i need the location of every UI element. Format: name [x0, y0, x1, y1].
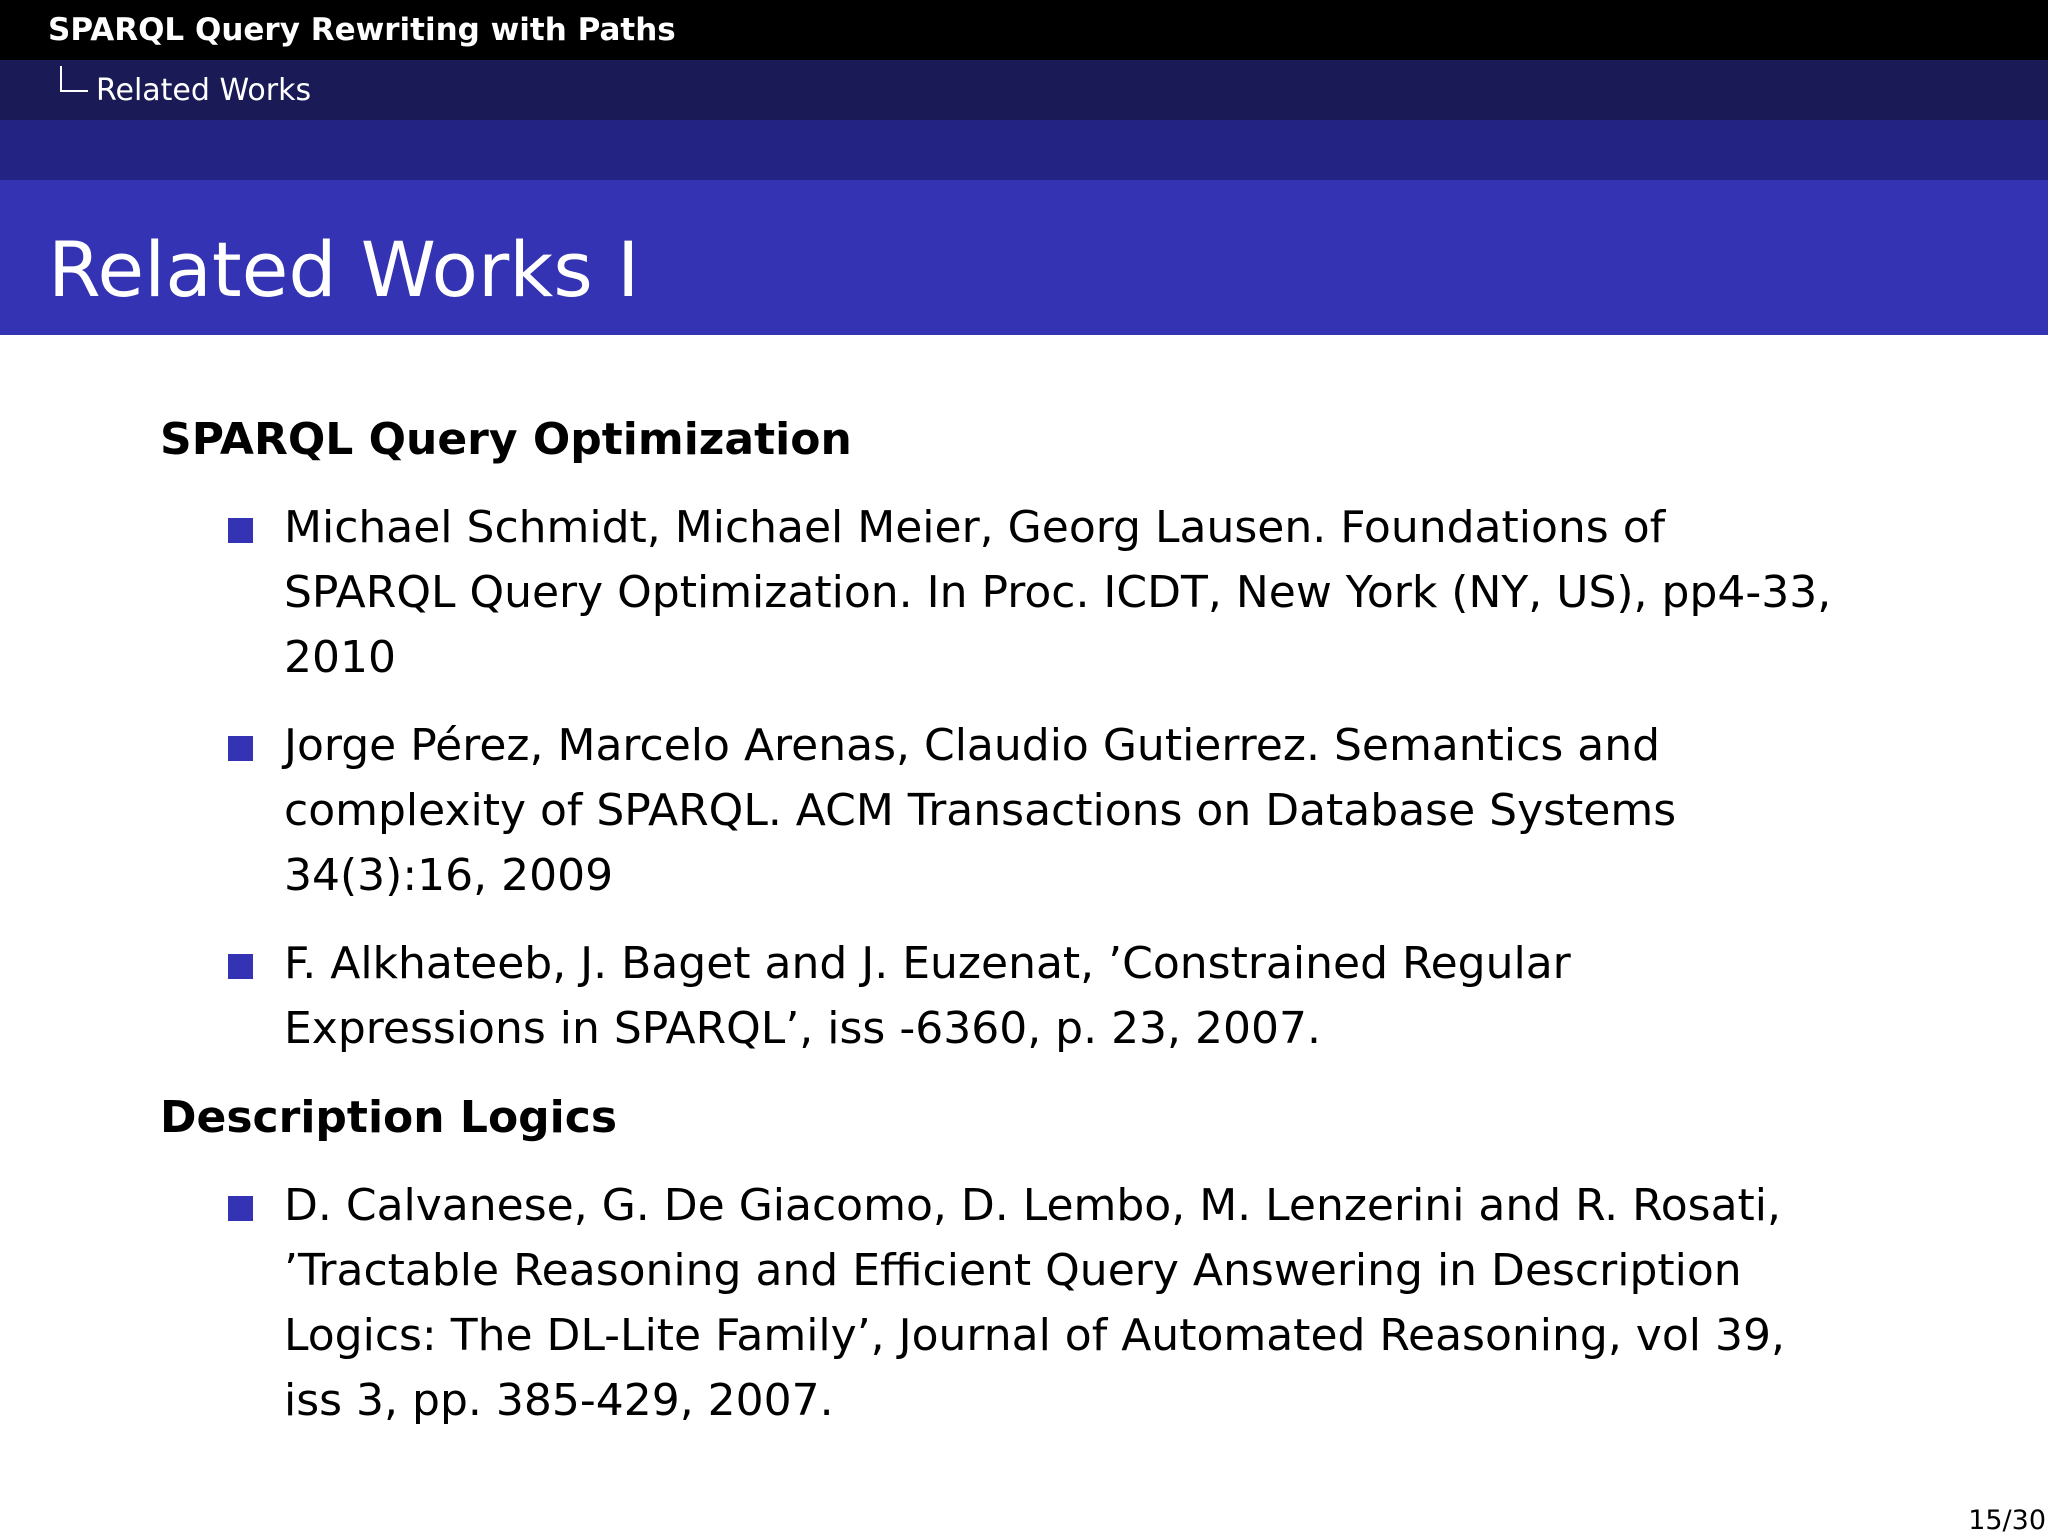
- tree-connector-icon: [60, 66, 88, 92]
- subsection-bar: [0, 120, 2048, 180]
- reference-line: Jorge Pérez, Marcelo Arenas, Claudio Gutierrez. Semantics and: [284, 720, 1661, 771]
- reference-text: [284, 713, 1944, 908]
- reference-text: [284, 931, 1944, 1061]
- reference-line: Logics: The DL-Lite Family’, Journal of Automated Reasoning, vol 39,: [284, 1310, 1785, 1361]
- reference-item: [228, 495, 1908, 690]
- reference-line: 34(3):16, 2009: [284, 850, 614, 901]
- block-heading: SPARQL Query Optimization: [160, 414, 852, 465]
- reference-item: [228, 931, 1908, 1061]
- reference-line: Michael Schmidt, Michael Meier, Georg Lausen. Foundations of: [284, 502, 1666, 553]
- reference-line: iss 3, pp. 385-429, 2007.: [284, 1375, 834, 1426]
- square-bullet-icon: [228, 1196, 253, 1221]
- frame-title: Related Works I: [48, 225, 640, 314]
- square-bullet-icon: [228, 736, 253, 761]
- page-number: 15/30: [1968, 1505, 2046, 1536]
- reference-text: [284, 495, 1944, 690]
- reference-item: [228, 713, 1908, 908]
- reference-line: Expressions in SPARQL’, iss -6360, p. 23, 2007.: [284, 1003, 1321, 1054]
- reference-line: 2010: [284, 632, 396, 683]
- reference-line: D. Calvanese, G. De Giacomo, D. Lembo, M. Lenzerini and R. Rosati,: [284, 1180, 1782, 1231]
- reference-text: [284, 1173, 1944, 1433]
- section-title: Related Works: [96, 73, 312, 108]
- block-heading: Description Logics: [160, 1092, 618, 1143]
- square-bullet-icon: [228, 954, 253, 979]
- square-bullet-icon: [228, 518, 253, 543]
- reference-item: [228, 1173, 1908, 1433]
- presentation-title: SPARQL Query Rewriting with Paths: [48, 12, 676, 48]
- reference-line: complexity of SPARQL. ACM Transactions on Database Systems: [284, 785, 1677, 836]
- reference-line: ’Tractable Reasoning and Efficient Query Answering in Description: [284, 1245, 1742, 1296]
- reference-line: SPARQL Query Optimization. In Proc. ICDT, New York (NY, US), pp4-33,: [284, 567, 1832, 618]
- reference-line: F. Alkhateeb, J. Baget and J. Euzenat, ’Constrained Regular: [284, 938, 1571, 989]
